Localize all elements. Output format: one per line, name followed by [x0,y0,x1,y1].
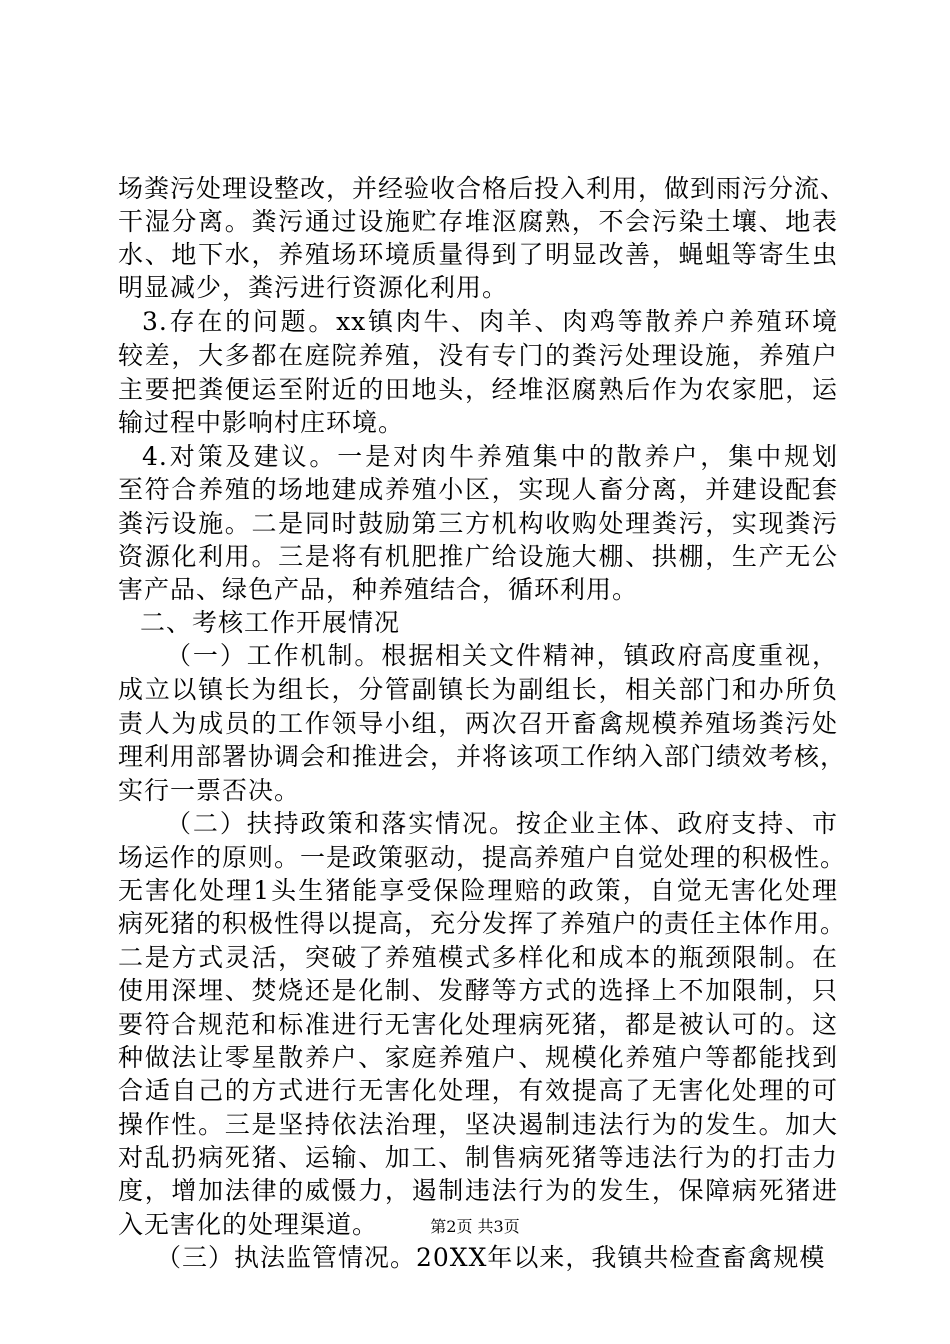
text-line: （二）扶持政策和落实情况。按企业主体、政府支持、市 [166,809,838,838]
text-line: （一）工作机制。根据相关文件精神，镇政府高度重视， [166,641,838,670]
text-line: 理利用部署协调会和推进会，并将该项工作纳入部门绩效考核， [118,742,847,771]
text-line: 二、考核工作开展情况 [140,608,401,637]
text-line: 主要把粪便运至附近的田地头，经堆沤腐熟后作为农家肥，运 [118,375,838,404]
text-line: 对乱扔病死猪、运输、加工、制售病死猪等违法行为的打击力 [118,1143,838,1172]
text-line: 入无害化的处理渠道。 [118,1210,379,1239]
text-line: 较差，大多都在庭院养殖，没有专门的粪污处理设施，养殖户 [118,341,838,370]
page-footer: 第2页 共3页 [430,1217,520,1236]
text-line: 度，增加法律的威慑力，遏制违法行为的发生，保障病死猪进 [118,1176,838,1205]
text-line: 二是方式灵活，突破了养殖模式多样化和成本的瓶颈限制。在 [118,943,838,972]
text-line: 输过程中影响村庄环境。 [118,408,405,437]
text-line: 场粪污处理设整改，并经验收合格后投入利用，做到雨污分流、 [118,174,847,203]
text-line: 操作性。三是坚持依法治理，坚决遏制违法行为的发生。加大 [118,1110,838,1139]
text-line: 实行一票否决。 [118,776,301,805]
text-line: 粪污设施。二是同时鼓励第三方机构收购处理粪污，实现粪污 [118,509,838,538]
text-line: 无害化处理1头生猪能享受保险理赔的政策，自觉无害化处理 [118,876,838,905]
text-line: 使用深埋、焚烧还是化制、发酵等方式的选择上不加限制，只 [118,976,838,1005]
text-line: 3.存在的问题。xx镇肉牛、肉羊、肉鸡等散养户养殖环境 [142,307,838,336]
text-line: 水、地下水，养殖场环境质量得到了明显改善，蝇蛆等寄生虫 [118,240,838,269]
text-line: 害产品、绿色产品，种养殖结合，循环利用。 [118,575,639,604]
text-line: 场运作的原则。一是政策驱动，提高养殖户自觉处理的积极性。 [118,843,847,872]
text-line: 种做法让零星散养户、家庭养殖户、规模化养殖户等都能找到 [118,1043,838,1072]
text-line: 病死猪的积极性得以提高，充分发挥了养殖户的责任主体作用。 [118,909,847,938]
text-line: 合适自己的方式进行无害化处理，有效提高了无害化处理的可 [118,1076,838,1105]
text-line: （三）执法监管情况。20XX年以来，我镇共检查畜禽规模 [156,1243,826,1272]
text-line: 资源化利用。三是将有机肥推广给设施大棚、拱棚，生产无公 [118,542,838,571]
text-line: 干湿分离。粪污通过设施贮存堆沤腐熟，不会污染土壤、地表 [118,207,838,236]
text-line: 责人为成员的工作领导小组，两次召开畜禽规模养殖场粪污处 [118,709,838,738]
text-line: 4.对策及建议。一是对肉牛养殖集中的散养户，集中规划 [142,442,838,471]
text-line: 成立以镇长为组长，分管副镇长为副组长，相关部门和办所负 [118,675,838,704]
text-line: 至符合养殖的场地建成养殖小区，实现人畜分离，并建设配套 [118,475,838,504]
text-line: 明显减少，粪污进行资源化利用。 [118,273,509,302]
text-line: 要符合规范和标准进行无害化处理病死猪，都是被认可的。这 [118,1010,838,1039]
